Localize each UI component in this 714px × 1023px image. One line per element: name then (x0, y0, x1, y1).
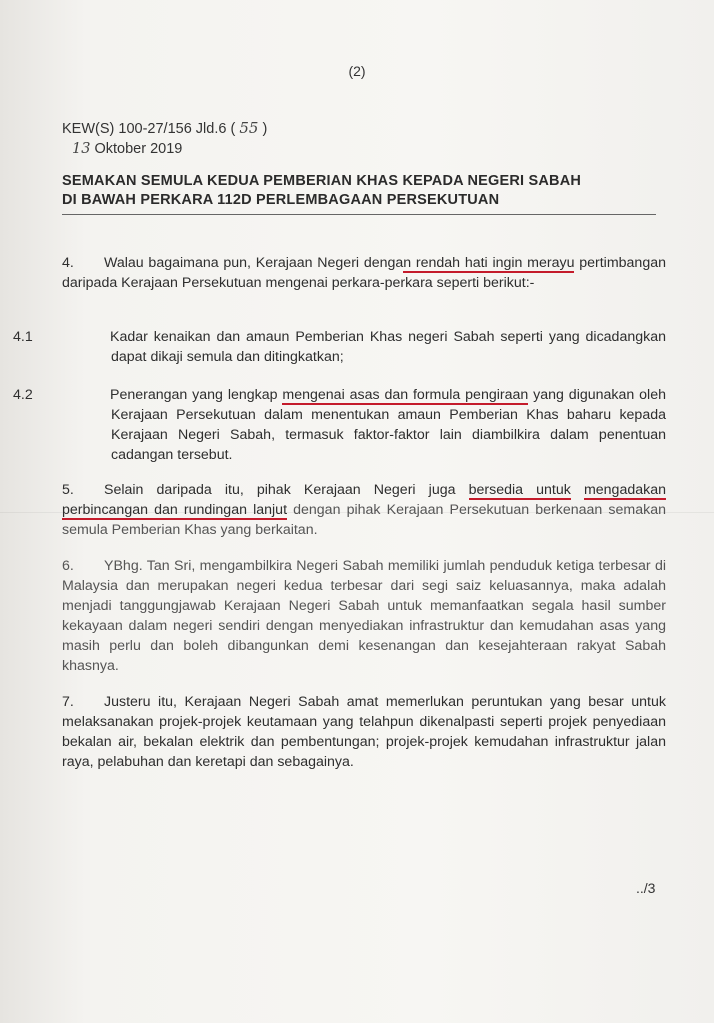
next-page-indicator: ../3 (636, 880, 656, 896)
reference-block (62, 118, 267, 159)
reference-code: KEW(S) 100-27/156 Jld.6 ( (62, 121, 236, 137)
title-line-2: DI BAWAH PERKARA 112D PERLEMBAGAAN PERSEKUTUAN (62, 192, 500, 208)
title-divider (62, 214, 656, 215)
paragraph-number: 7. (62, 694, 74, 710)
reference-line (62, 118, 267, 139)
paragraph-text-continued: yang digunakan oleh Kerajaan Persekutuan dalam menentukan amaun Pemberian Khas baharu kepada Kerajaan Negeri Sabah, termasuk faktor-faktor lain diambilkira dalam penentuan cadangan tersebut. (111, 387, 666, 463)
underlined-phrase: n rendah hati ingin merayu (403, 255, 575, 271)
paragraph-7 (62, 692, 666, 772)
paragraph-4 (62, 253, 666, 293)
paragraph-5 (62, 480, 666, 540)
page-number: (2) (348, 63, 366, 79)
paragraph-text: Selain daripada itu, pihak Kerajaan Negeri juga (104, 482, 469, 498)
paragraph-number: 6. (62, 558, 74, 574)
paragraph-text: Penerangan yang lengkap (110, 387, 283, 403)
handwritten-day: 13 (72, 141, 91, 157)
document-title (62, 172, 657, 210)
underlined-phrase-1: bersedia untuk (468, 482, 571, 498)
date-text: Oktober 2019 (94, 141, 183, 157)
paragraph-number: 4.2 (13, 387, 33, 403)
paragraph-text: YBhg. Tan Sri, mengambilkira Negeri Sabah memiliki jumlah penduduk ketiga terbesar di Malaysia dan merupakan negeri kedua terbesar dari segi saiz keluasannya, maka adalah menjadi tanggungjawab Kerajaan Negeri Sabah untuk memanfaatkan segala hasil sumber kekayaan dalam negeri sendiri dengan menyediakan infrastruktur dan kemudahan asas yang masih perlu dan boleh dibangunkan demi kesenangan dan kesejahteraan rakyat Sabah khasnya. (62, 558, 666, 674)
paragraph-6 (62, 556, 666, 676)
paragraph-number: 4.1 (13, 329, 33, 345)
paragraph-text-continued: dengan pihak Kerajaan Persekutuan berkenaan semakan semula Pemberian Khas yang berkaitan. (62, 502, 666, 538)
underlined-phrase: mengenai asas dan formula pengiraan (282, 387, 529, 403)
paragraph-4-1 (13, 327, 666, 367)
title-line-1: SEMAKAN SEMULA KEDUA PEMBERIAN KHAS KEPADA NEGERI SABAH (62, 173, 582, 189)
reference-close: ) (262, 121, 268, 137)
paragraph-text: Kadar kenaikan dan amaun Pemberian Khas negeri Sabah seperti yang dicadangkan dapat dikaji semula dan ditingkatkan; (110, 329, 666, 365)
underlined-phrase-2: mengadakan perbincangan dan rundingan lanjut (62, 482, 666, 518)
paragraph-number: 5. (62, 482, 74, 498)
paragraph-4-2 (13, 385, 666, 465)
paragraph-text: Justeru itu, Kerajaan Negeri Sabah amat memerlukan peruntukan yang besar untuk melaksanakan projek-projek keutamaan yang telahpun dikenalpasti seperti projek penyediaan bekalan air, bekalan elektrik dan pembentungan; projek-projek kemudahan infrastruktur jalan raya, pelabuhan dan keretapi dan sebagainya. (62, 694, 666, 770)
paragraph-text: Walau bagaimana pun, Kerajaan Negeri denga (104, 255, 404, 271)
paragraph-number: 4. (62, 255, 74, 271)
handwritten-reference-number: 55 (239, 119, 259, 137)
date-line (72, 139, 267, 159)
paragraph-text-continued: pertimbangan daripada Kerajaan Persekutuan mengenai perkara-perkara seperti berikut:- (62, 255, 666, 291)
